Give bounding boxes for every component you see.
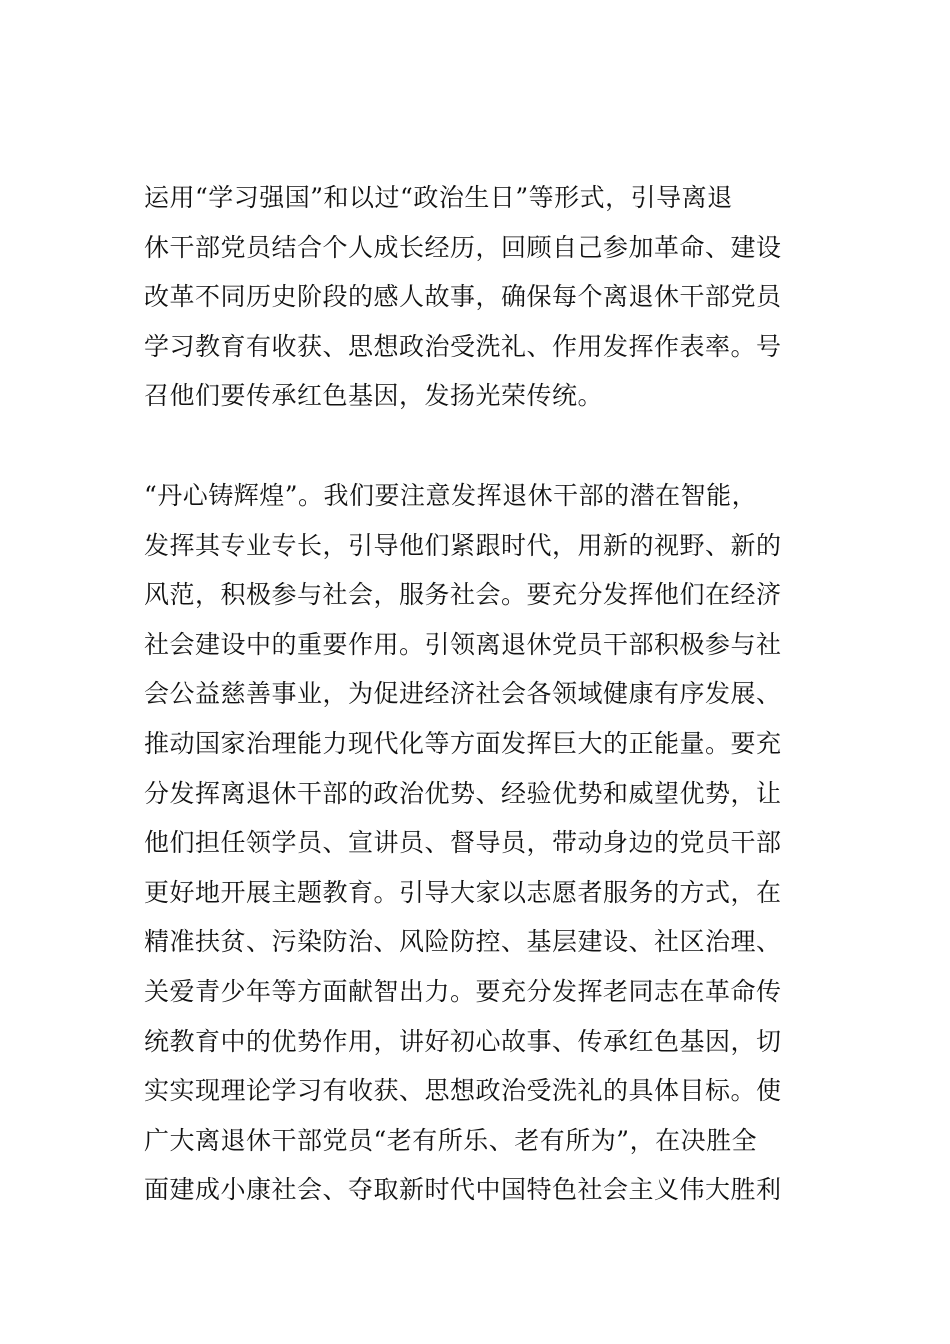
paragraph-line: 他们担任领学员、宣讲员、督导员，带动身边的党员干部 [144, 828, 782, 858]
paragraph-line: 更好地开展主题教育。引导大家以志愿者服务的方式，在 [144, 877, 782, 907]
paragraph-1 [144, 173, 814, 421]
paragraph-line: 会公益慈善事业，为促进经济社会各领域健康有序发展、 [144, 679, 782, 709]
paragraph-line: 广大离退休干部党员“老有所乐、老有所为”，在决胜全 [144, 1125, 758, 1155]
paragraph-line: 休干部党员结合个人成长经历，回顾自己参加革命、建设 [144, 232, 782, 262]
paragraph-line: 精准扶贫、污染防治、风险防控、基层建设、社区治理、 [144, 927, 782, 957]
paragraph-line: 学习教育有收获、思想政治受洗礼、作用发挥作表率。号 [144, 331, 782, 361]
paragraph-line: 关爱青少年等方面献智出力。要充分发挥老同志在革命传 [144, 976, 782, 1006]
paragraph-line: 实实现理论学习有收获、思想政治受洗礼的具体目标。使 [144, 1076, 782, 1106]
paragraph-line: 改革不同历史阶段的感人故事，确保每个离退休干部党员 [144, 282, 782, 312]
paragraph-line: “丹心铸辉煌”。我们要注意发挥退休干部的潜在智能， [144, 481, 758, 510]
paragraph-line: 召他们要传承红色基因，发扬光荣传统。 [144, 381, 604, 411]
paragraph-line: 运用“学习强国”和以过“政治生日”等形式，引导离退 [144, 183, 733, 212]
paragraph-line: 社会建设中的重要作用。引领离退休党员干部积极参与社 [144, 629, 782, 659]
paragraph-line: 推动国家治理能力现代化等方面发挥巨大的正能量。要充 [144, 728, 782, 758]
paragraph-line: 统教育中的优势作用，讲好初心故事、传承红色基因，切 [144, 1026, 782, 1056]
paragraph-line: 风范，积极参与社会，服务社会。要充分发挥他们在经济 [144, 580, 782, 610]
paragraph-line: 面建成小康社会、夺取新时代中国特色社会主义伟大胜利 [144, 1175, 782, 1205]
paragraph-line: 分发挥离退休干部的政治优势、经验优势和威望优势，让 [144, 778, 782, 808]
paragraph-2 [144, 471, 814, 1215]
paragraph-line: 发挥其专业专长，引导他们紧跟时代，用新的视野、新的 [144, 530, 782, 560]
